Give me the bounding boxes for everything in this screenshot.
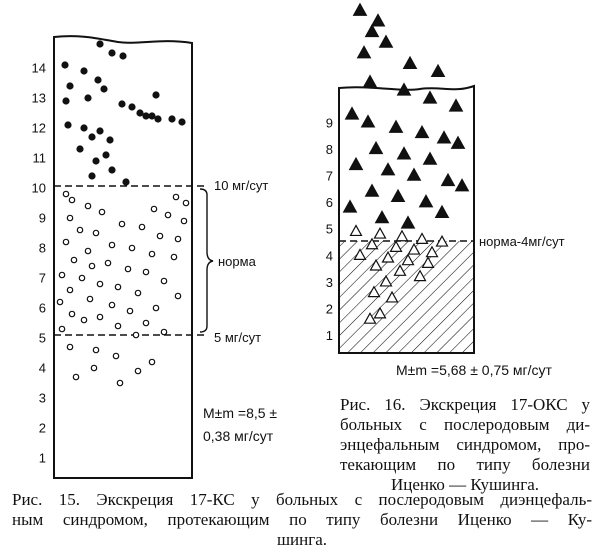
fig16-caption — [340, 395, 590, 495]
data-point-filled-circle — [62, 97, 69, 104]
data-point-open-circle — [63, 191, 68, 196]
fig15-tick-label: 7 — [38, 270, 46, 286]
data-point-open-circle — [139, 224, 144, 229]
data-point-open-circle — [81, 317, 86, 322]
data-point-filled-circle — [122, 178, 129, 185]
fig15-tick-label: 1 — [38, 450, 46, 466]
data-point-open-circle — [127, 308, 132, 313]
data-point-filled-circle — [168, 115, 175, 122]
data-point-filled-triangle — [390, 121, 403, 133]
data-point-filled-triangle — [366, 25, 379, 37]
data-point-open-circle — [151, 206, 156, 211]
data-point-filled-triangle — [382, 163, 395, 175]
data-point-open-circle — [143, 320, 148, 325]
lower-limit-label: 5 мг/сут — [214, 330, 262, 345]
data-point-open-triangle — [397, 231, 408, 241]
fig16-tick-label: 8 — [325, 141, 333, 157]
data-point-open-circle — [73, 374, 78, 379]
data-point-filled-triangle — [436, 206, 449, 218]
data-point-filled-triangle — [424, 153, 437, 165]
data-point-open-circle — [85, 203, 90, 208]
data-point-filled-circle — [96, 40, 103, 47]
norm-label: норма — [218, 254, 256, 269]
data-point-filled-triangle — [350, 158, 363, 170]
fig15-tick-label: 13 — [31, 90, 46, 106]
data-point-open-circle — [157, 233, 162, 238]
data-point-filled-triangle — [438, 131, 451, 143]
data-point-open-circle — [67, 344, 72, 349]
data-point-open-circle — [125, 266, 130, 271]
fig16-caption-line: Рис. 16. Экскреция 17-ОКС у — [340, 395, 590, 414]
data-point-open-circle — [69, 197, 74, 202]
fig16-tick-label: 5 — [325, 221, 333, 237]
data-point-open-circle — [135, 368, 140, 373]
data-point-open-circle — [175, 293, 180, 298]
data-point-filled-circle — [80, 67, 87, 74]
data-point-open-circle — [59, 326, 64, 331]
data-point-filled-circle — [66, 82, 73, 89]
data-point-open-circle — [67, 287, 72, 292]
data-point-filled-circle — [108, 49, 115, 56]
fig15-tick-label: 12 — [31, 120, 46, 136]
data-point-open-circle — [97, 314, 102, 319]
data-point-open-circle — [143, 269, 148, 274]
upper-limit-label: 10 мг/сут — [214, 178, 269, 193]
fig15-tick-label: 3 — [38, 390, 46, 406]
data-point-open-circle — [71, 257, 76, 262]
fig16-tick-label: 1 — [325, 328, 333, 344]
fig16-caption-line: текающим по типу болезни — [340, 455, 590, 474]
fig15-caption-line: шинга. — [276, 530, 328, 549]
data-point-filled-circle — [106, 136, 113, 143]
data-point-filled-circle — [100, 85, 107, 92]
fig15-tick-label: 10 — [31, 180, 46, 196]
data-point-filled-triangle — [380, 36, 393, 48]
data-point-filled-circle — [178, 118, 185, 125]
data-point-filled-triangle — [376, 211, 389, 223]
data-point-filled-triangle — [358, 46, 371, 58]
data-point-open-circle — [115, 284, 120, 289]
data-point-open-circle — [97, 281, 102, 286]
fig15-tick-label: 8 — [38, 240, 46, 256]
data-point-filled-circle — [88, 133, 95, 140]
data-point-open-triangle — [375, 228, 386, 238]
data-point-filled-triangle — [450, 99, 463, 111]
data-point-filled-circle — [88, 172, 95, 179]
norm-brace — [200, 189, 213, 332]
data-point-open-circle — [93, 230, 98, 235]
data-point-open-circle — [153, 305, 158, 310]
fig15-tick-label: 6 — [38, 300, 46, 316]
fig16-caption-line: Иценко — Кушинга. — [390, 475, 540, 494]
fig15-caption-line: Рис. 15. Экскреция 17-КС у больных с послеродовым диэнцефаль- — [12, 490, 592, 509]
fig16-tick-label: 9 — [325, 115, 333, 131]
data-point-open-circle — [175, 236, 180, 241]
data-point-open-circle — [67, 215, 72, 220]
fig16-tick-label: 3 — [325, 274, 333, 290]
fig16-tick-label: 7 — [325, 168, 333, 184]
data-point-open-circle — [69, 311, 74, 316]
fig15-stat-line-2: 0,38 мг/сут — [203, 428, 274, 444]
data-point-open-circle — [105, 260, 110, 265]
data-point-open-circle — [99, 209, 104, 214]
data-point-open-circle — [117, 380, 122, 385]
data-point-filled-circle — [102, 151, 109, 158]
data-point-filled-triangle — [424, 91, 437, 103]
data-point-open-circle — [87, 296, 92, 301]
data-point-open-circle — [161, 329, 166, 334]
data-point-open-circle — [89, 263, 94, 268]
data-point-filled-circle — [80, 124, 87, 131]
data-point-open-circle — [85, 248, 90, 253]
data-point-open-circle — [161, 278, 166, 283]
data-point-open-circle — [109, 242, 114, 247]
fig16-tick-label: 4 — [325, 248, 333, 264]
data-point-filled-triangle — [402, 216, 415, 228]
data-point-open-circle — [91, 365, 96, 370]
data-point-filled-triangle — [344, 200, 357, 212]
data-point-filled-triangle — [364, 75, 377, 87]
data-point-open-circle — [149, 359, 154, 364]
data-point-filled-triangle — [392, 190, 405, 202]
data-point-filled-circle — [118, 100, 125, 107]
data-point-filled-circle — [119, 52, 126, 59]
data-point-open-circle — [119, 221, 124, 226]
data-point-open-circle — [113, 353, 118, 358]
data-point-filled-circle — [64, 121, 71, 128]
fig15-tick-label: 14 — [31, 60, 46, 76]
data-point-filled-triangle — [404, 57, 417, 69]
data-point-filled-circle — [142, 112, 149, 119]
data-point-filled-circle — [76, 145, 83, 152]
data-point-open-circle — [129, 245, 134, 250]
data-point-filled-triangle — [420, 195, 433, 207]
data-point-filled-triangle — [354, 4, 367, 16]
data-point-filled-triangle — [370, 142, 383, 154]
data-point-filled-circle — [94, 76, 101, 83]
figure-15 — [32, 36, 278, 478]
data-point-open-circle — [135, 290, 140, 295]
data-point-open-circle — [165, 212, 170, 217]
data-point-open-circle — [115, 323, 120, 328]
data-point-open-triangle — [351, 226, 362, 236]
fig16-tick-label: 6 — [325, 195, 333, 211]
fig16-caption-line: энцефальным синдромом, про- — [340, 435, 590, 454]
data-point-open-circle — [181, 218, 186, 223]
data-point-filled-triangle — [432, 65, 445, 77]
fig15-y-axis — [32, 61, 46, 466]
data-point-open-circle — [173, 194, 178, 199]
data-point-filled-triangle — [408, 169, 421, 181]
data-point-open-circle — [79, 275, 84, 280]
data-point-filled-circle — [152, 91, 159, 98]
data-point-filled-circle — [84, 94, 91, 101]
fig15-tick-label: 4 — [38, 360, 46, 376]
fig15-caption-line: ным синдромом, протекающим по типу болезни Иценко — Ку- — [12, 510, 592, 529]
fig15-tick-label: 2 — [38, 420, 46, 436]
data-point-filled-circle — [92, 157, 99, 164]
data-point-open-circle — [171, 254, 176, 259]
data-point-filled-circle — [128, 103, 135, 110]
data-point-open-circle — [59, 272, 64, 277]
data-point-open-circle — [93, 347, 98, 352]
fig15-stat-line-1: M±m =8,5 ± — [203, 405, 278, 421]
fig15-tick-label: 11 — [32, 150, 46, 166]
fig16-tick-label: 2 — [325, 301, 333, 317]
data-point-filled-circle — [61, 61, 68, 68]
fig15-caption — [12, 490, 592, 550]
data-point-filled-circle — [154, 115, 161, 122]
data-point-filled-triangle — [372, 14, 385, 26]
data-point-filled-triangle — [398, 147, 411, 159]
data-point-filled-triangle — [456, 179, 469, 191]
data-point-open-circle — [133, 332, 138, 337]
fig16-caption-line: больных с послеродовым ди- — [340, 415, 590, 434]
data-point-filled-triangle — [366, 185, 379, 197]
fig16-norm-label: норма-4мг/сут — [479, 234, 565, 249]
data-point-open-circle — [57, 299, 62, 304]
data-point-filled-triangle — [362, 115, 375, 127]
data-point-filled-triangle — [452, 137, 465, 149]
data-point-open-circle — [63, 239, 68, 244]
data-point-open-triangle — [417, 234, 428, 244]
data-point-open-circle — [109, 302, 114, 307]
data-point-filled-triangle — [442, 174, 455, 186]
fig16-y-axis — [326, 115, 333, 343]
data-point-filled-circle — [96, 127, 103, 134]
data-point-filled-circle — [108, 166, 115, 173]
figure-16 — [326, 4, 565, 378]
data-point-open-circle — [183, 200, 188, 205]
fig16-stat-line: M±m =5,68 ± 0,75 мг/сут — [396, 362, 552, 378]
data-point-open-circle — [77, 227, 82, 232]
data-point-open-circle — [149, 251, 154, 256]
fig15-tick-label: 9 — [38, 210, 46, 226]
data-point-filled-triangle — [346, 107, 359, 119]
fig15-tick-label: 5 — [38, 330, 46, 346]
fig15-points — [57, 40, 188, 385]
data-point-filled-triangle — [416, 126, 429, 138]
